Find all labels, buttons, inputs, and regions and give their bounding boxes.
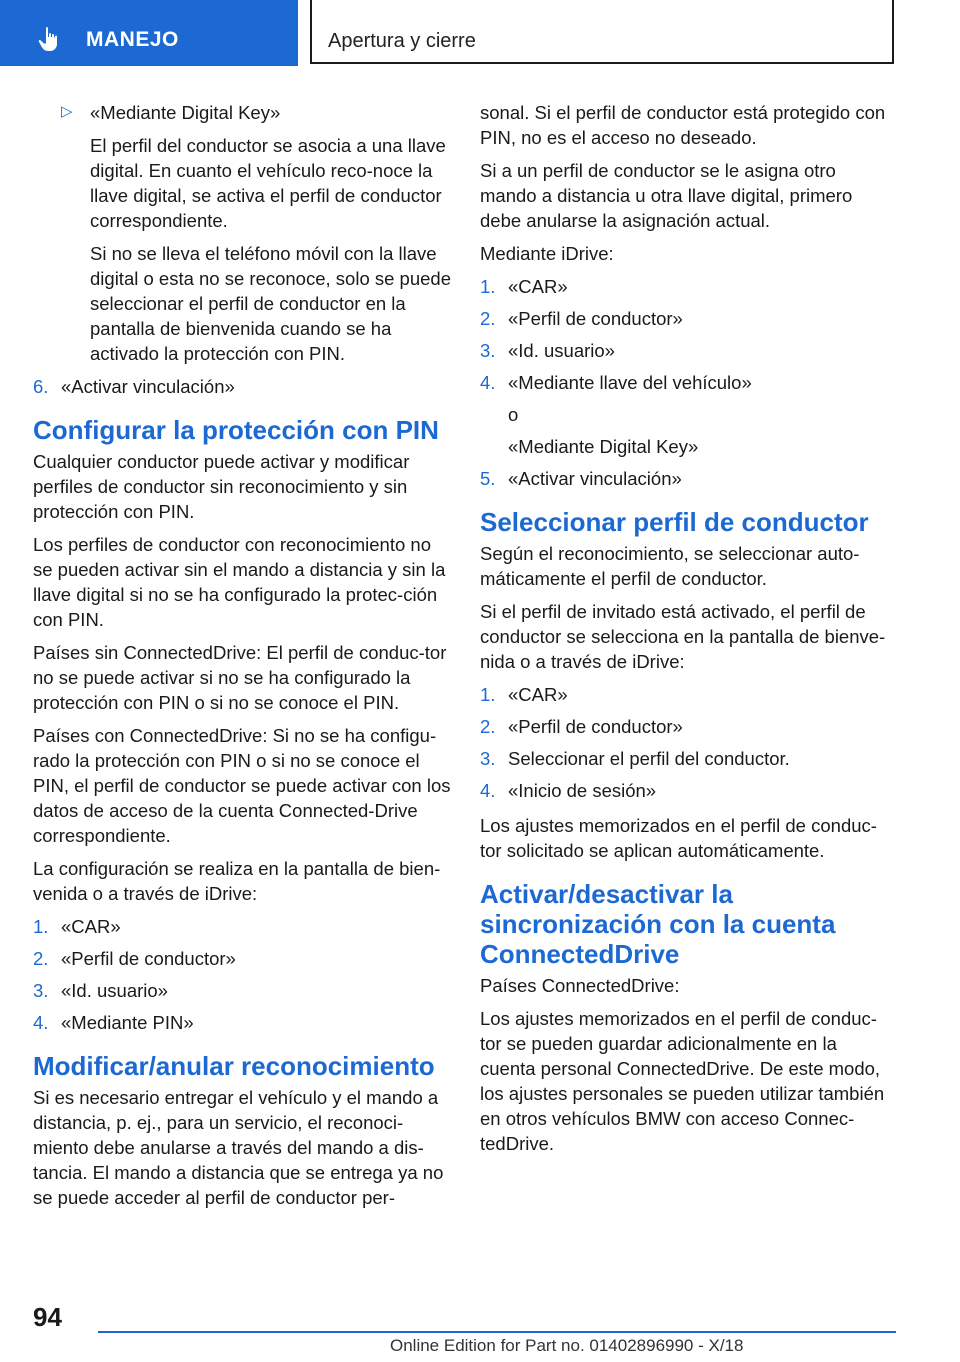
list-item [480, 746, 896, 771]
list-text: «Mediante PIN» [61, 1012, 194, 1033]
bullet-para-2: Si no se lleva el teléfono móvil con la llave digital o esta no se reconoce, solo se puede seleccionar el perfil de conductor en la pantalla de bienvenida cuando se ha activado la protección con PIN. [90, 243, 451, 364]
list-text: «Inicio de sesión» [508, 780, 657, 801]
list-text: «Activar vinculación» [61, 376, 235, 397]
list-number: 1. [480, 684, 496, 705]
list-number: 6. [33, 376, 49, 397]
paragraph: Si a un perfil de conductor se le asigna otro mando a distancia u otra llave digital, primero debe anularse la asignación actual. [480, 160, 853, 231]
list-text: «Id. usuario» [508, 340, 615, 361]
paragraph: Mediante iDrive: [480, 243, 614, 264]
chapter-box [310, 0, 894, 64]
list-number: 2. [33, 948, 49, 969]
paragraph: Países ConnectedDrive: [480, 975, 680, 996]
list-number: 4. [480, 372, 496, 393]
list-number: 1. [480, 276, 496, 297]
list-number: 2. [480, 716, 496, 737]
list-number: 2. [480, 308, 496, 329]
paragraph: Si es necesario entregar el vehículo y el mando a distancia, p. ej., para un servicio, el reconoci‐miento debe anularse a través del mando a dis‐tancia. El mando a distancia que se entrega ya no se puede acceder al perfil de conductor per‐ [33, 1087, 444, 1208]
footer-divider [98, 1331, 896, 1333]
heading-pin-protection: Configurar la protección con PIN [33, 415, 439, 445]
list-number: 3. [33, 980, 49, 1001]
bullet-title: «Mediante Digital Key» [90, 102, 281, 123]
paragraph: Países con ConnectedDrive: Si no se ha configu‐rado la protección con PIN o si no se conoce el PIN, el perfil de conductor se puede activar con los datos de acceso de la cuenta Connected‐Drive correspondiente. [33, 725, 451, 846]
or-word: o [508, 404, 519, 425]
heading-select-profile: Seleccionar perfil de conductor [480, 507, 869, 537]
paragraph: Según el reconocimiento, se seleccionar auto‐máticamente el perfil de conductor. [480, 543, 860, 589]
paragraph: Cualquier conductor puede activar y modificar perfiles de conductor sin reconocimiento y sin protección con PIN. [33, 451, 410, 522]
list-number: 3. [480, 340, 496, 361]
list-item [33, 914, 451, 939]
list-number: 3. [480, 748, 496, 769]
list-text: «CAR» [61, 916, 121, 937]
list-number: 4. [480, 780, 496, 801]
page-header [0, 0, 960, 66]
list-item [33, 1010, 451, 1035]
page-number: 94 [33, 1302, 62, 1332]
list-item [480, 370, 896, 395]
paragraph: Si el perfil de invitado está activado, el perfil de conductor se selecciona en la pantalla de bienve‐nida o a través de iDrive: [480, 601, 886, 672]
list-item [480, 778, 896, 803]
list-text: «CAR» [508, 684, 568, 705]
section-tab [0, 0, 298, 66]
chapter-title: Apertura y cierre [328, 30, 476, 52]
idrive-steps-list [480, 274, 896, 491]
paragraph: Los ajustes memorizados en el perfil de conduc‐tor se pueden guardar adicionalmente en la cuenta personal ConnectedDrive. De este modo, los ajustes personales se pueden utilizar también en otros vehículos BMW con acceso Connec‐tedDrive. [480, 1008, 885, 1154]
list-text: «Mediante llave del vehículo» [508, 372, 752, 393]
or-alternative: «Mediante Digital Key» [508, 436, 699, 457]
list-text: «Perfil de conductor» [61, 948, 236, 969]
paragraph: Países sin ConnectedDrive: El perfil de conduc‐tor no se puede activar si no se ha configurado la protección con PIN o si no se conoce el PIN. [33, 642, 447, 713]
paragraph: La configuración se realiza en la pantalla de bien‐venida o a través de iDrive: [33, 858, 441, 904]
list-item [480, 466, 896, 491]
right-column [480, 100, 896, 1164]
hand-pointer-icon [38, 26, 62, 52]
list-item [480, 682, 896, 707]
triangle-bullet-icon: ▷ [61, 103, 73, 120]
list-number: 5. [480, 468, 496, 489]
heading-modify-recognition: Modificar/anular reconocimiento [33, 1051, 435, 1081]
list-text: «Id. usuario» [61, 980, 168, 1001]
paragraph: Los perfiles de conductor con reconocimiento no se pueden activar sin el mando a distancia y sin la llave digital si no se ha configurado la protec‐ción con PIN. [33, 534, 446, 630]
list-item [480, 714, 896, 739]
list-item [480, 338, 896, 363]
select-steps-list [480, 682, 896, 803]
heading-sync-connecteddrive: Activar/desactivar la sincronización con la cuenta ConnectedDrive [480, 879, 836, 969]
list-item [33, 374, 451, 399]
paragraph: sonal. Si el perfil de conductor está protegido con PIN, no es el acceso no deseado. [480, 102, 886, 148]
list-text: «Activar vinculación» [508, 468, 682, 489]
list-item [480, 274, 896, 299]
list-number: 1. [33, 916, 49, 937]
paragraph: Los ajustes memorizados en el perfil de conduc‐tor solicitado se aplican automáticamente. [480, 815, 877, 861]
list-text: «Perfil de conductor» [508, 308, 683, 329]
list-text: «CAR» [508, 276, 568, 297]
list-number: 4. [33, 1012, 49, 1033]
list-item [33, 946, 451, 971]
section-label: MANEJO [86, 28, 179, 51]
footer-edition: Online Edition for Part no. 01402896990 - X/18 [390, 1336, 744, 1355]
list-text: Seleccionar el perfil del conductor. [508, 748, 790, 769]
list-item [480, 306, 896, 331]
pin-steps-list [33, 914, 451, 1035]
list-text: «Perfil de conductor» [508, 716, 683, 737]
list-item [33, 978, 451, 1003]
digital-key-bullet [33, 100, 451, 366]
bullet-para-1: El perfil del conductor se asocia a una llave digital. En cuanto el vehículo reco‐noce la llave digital, se activa el perfil de conductor correspondiente. [90, 135, 446, 231]
left-column [33, 100, 451, 1218]
